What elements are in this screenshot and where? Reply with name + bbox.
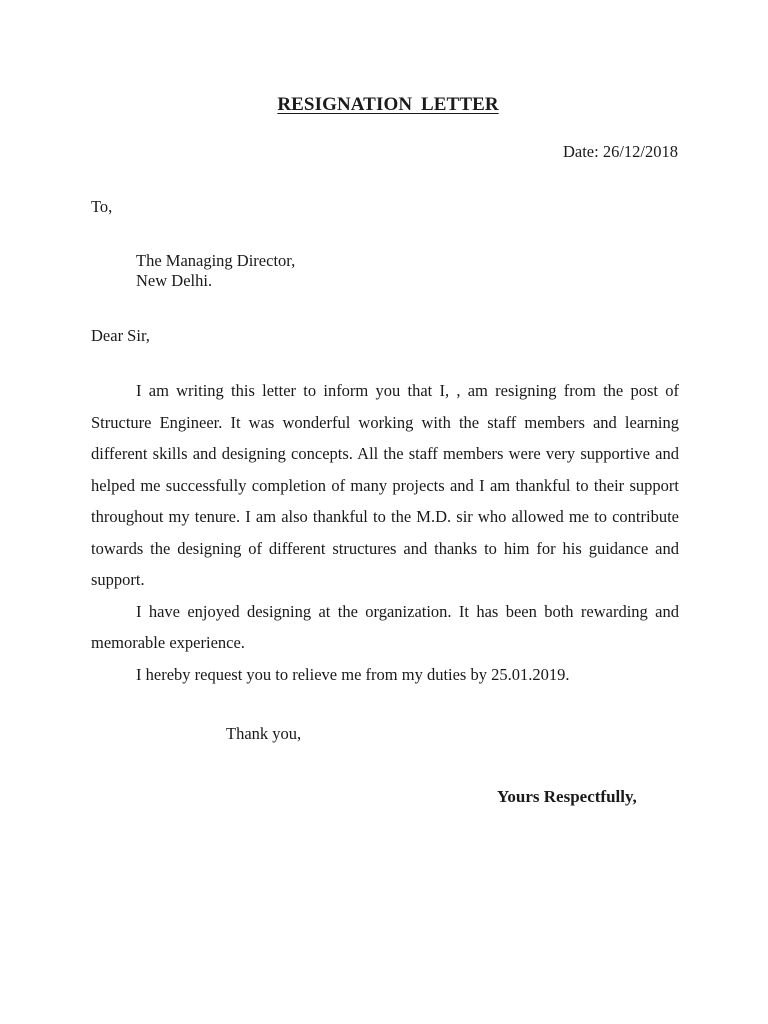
addressee-title: The Managing Director, xyxy=(136,251,296,270)
body-paragraph-2: I have enjoyed designing at the organization. It has been both rewarding and memorable experience. xyxy=(91,601,679,652)
recipient-heading: To, xyxy=(91,197,113,216)
body-paragraph-1: I am writing this letter to inform you that I, , am resigning from the post of Structure Engineer. It was wonderful working with the staff members and learning different skills and designing concepts. All the staff members were very supportive and helped me successfully completion of many projects and I am thankful to their support throughout my tenure. I am also thankful to the M.D. sir who allowed me to contribute towards the designing of different structures and thanks to him for his guidance and support. xyxy=(91,381,679,589)
addressee-block xyxy=(136,251,295,291)
closing-signoff: Yours Respectfully, xyxy=(497,787,637,806)
letter-title: RESIGNATION LETTER xyxy=(277,94,499,115)
letter-date: Date: 26/12/2018 xyxy=(562,142,678,161)
letter-body xyxy=(91,375,679,690)
thank-you-line: Thank you, xyxy=(226,724,302,743)
body-paragraph-3: I hereby request you to relieve me from my duties by 25.01.2019. xyxy=(136,664,570,684)
salutation: Dear Sir, xyxy=(91,326,150,345)
addressee-location: New Delhi. xyxy=(136,271,213,290)
